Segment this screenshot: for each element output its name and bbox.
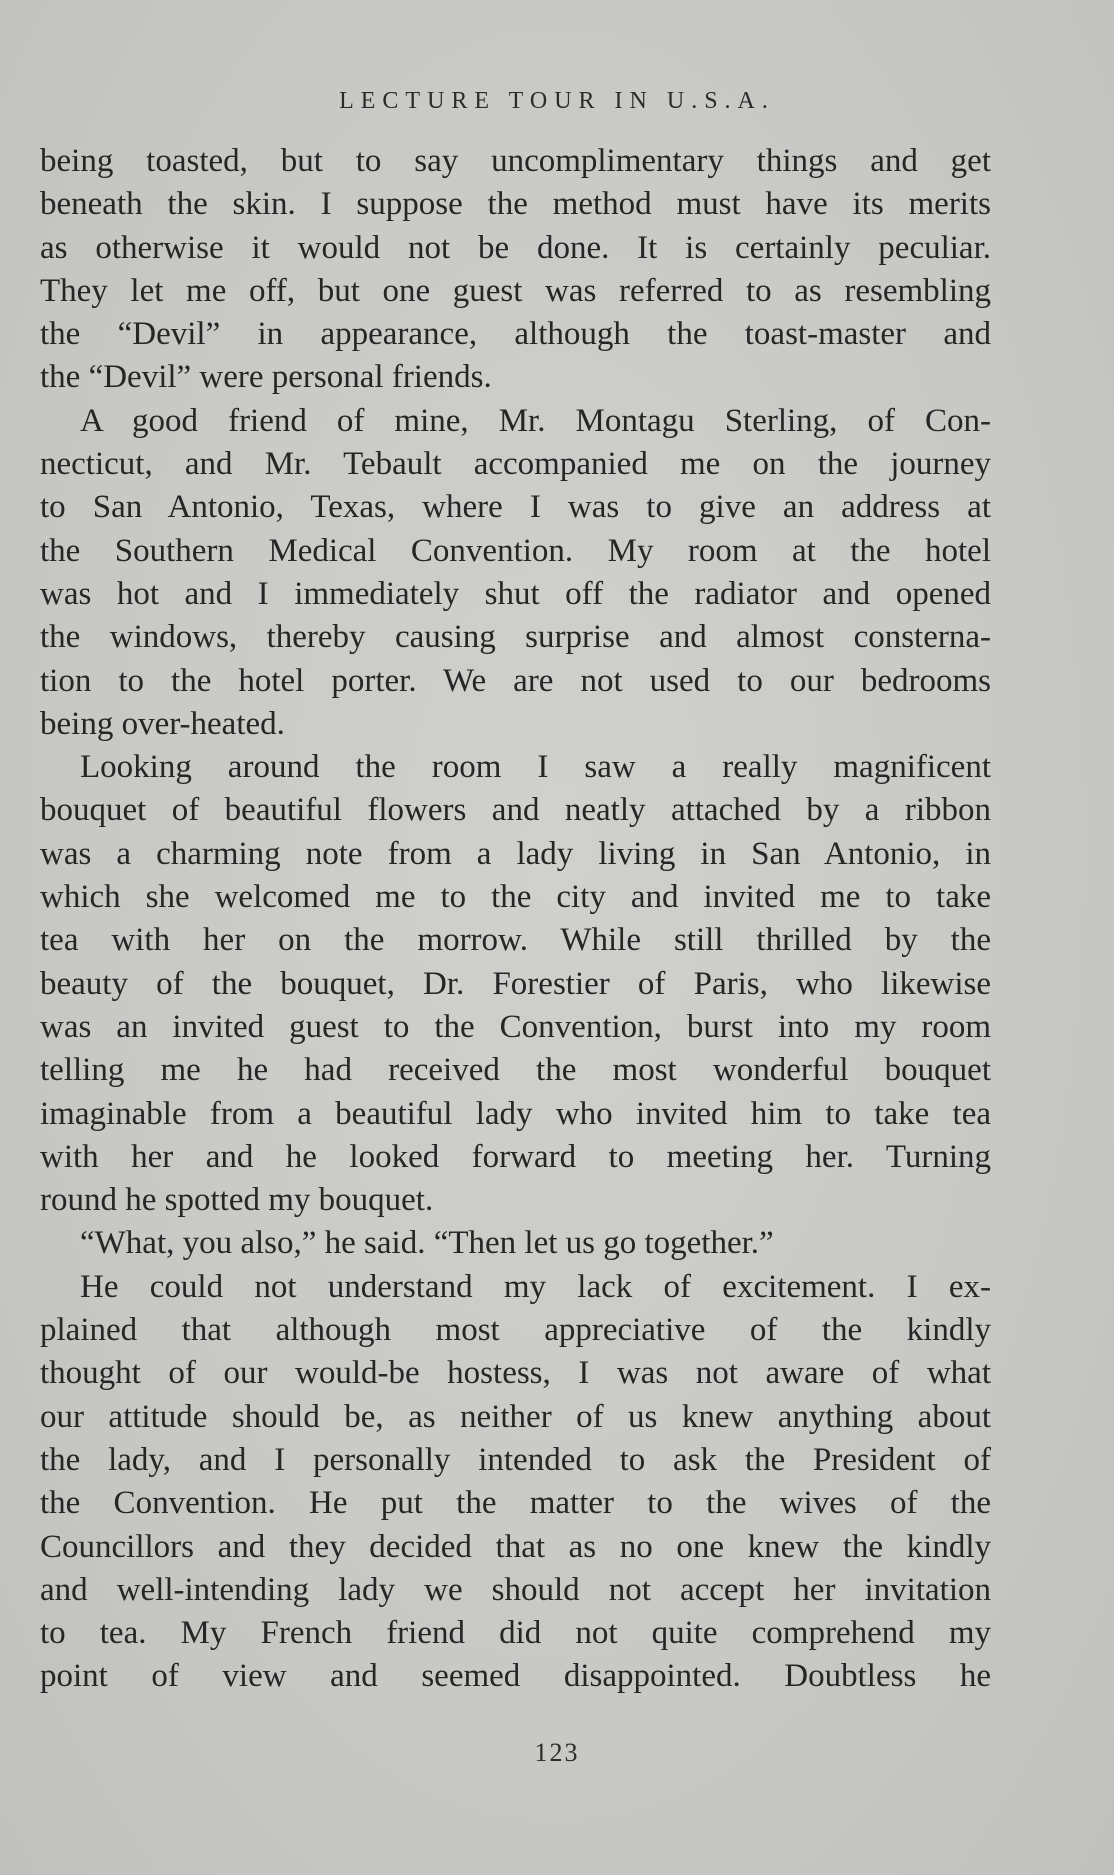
text-line: our attitude should be, as neither of us knew anything about (40, 1398, 991, 1435)
text-line: “What, you also,” he said. “Then let us go together.” (80, 1225, 774, 1262)
text-line: being toasted, but to say uncomplimentary things and get (40, 143, 991, 179)
text-line: the “Devil” were personal friends. (40, 359, 492, 396)
text-line: necticut, and Mr. Tebault accompanied me on the journey (40, 446, 991, 483)
text-line: He could not understand my lack of excitement. I ex- (80, 1268, 991, 1305)
body-text (40, 140, 991, 1699)
text-line: Looking around the room I saw a really magnificent (80, 749, 991, 786)
text-line: point of view and seemed disappointed. Doubtless he (40, 1658, 991, 1695)
text-line: the Southern Medical Convention. My room at the hotel (40, 532, 991, 569)
text-line: beauty of the bouquet, Dr. Forestier of Paris, who likewise (40, 965, 991, 1002)
text-line: plained that although most appreciative of the kindly (40, 1312, 991, 1349)
text-line: and well-intending lady we should not accept her invitation (40, 1571, 991, 1608)
text-line: imaginable from a beautiful lady who invited him to take tea (40, 1095, 991, 1132)
text-line: telling me he had received the most wonderful bouquet (40, 1052, 991, 1089)
text-line: with her and he looked forward to meeting her. Turning (40, 1138, 991, 1175)
text-line: was a charming note from a lady living in San Antonio, in (40, 835, 991, 872)
text-line: was an invited guest to the Convention, burst into my room (40, 1008, 991, 1045)
text-line: tion to the hotel porter. We are not used to our bedrooms (40, 662, 991, 699)
text-line: the “Devil” in appearance, although the toast-master and (40, 316, 991, 353)
text-line: the windows, thereby causing surprise and almost consterna- (40, 619, 991, 656)
text-line: the lady, and I personally intended to ask the President of (40, 1441, 991, 1478)
text-line: round he spotted my bouquet. (40, 1182, 434, 1219)
text-line: A good friend of mine, Mr. Montagu Sterling, of Con- (80, 402, 991, 439)
text-line: thought of our would-be hostess, I was not aware of what (40, 1355, 991, 1392)
text-line: to tea. My French friend did not quite comprehend my (40, 1615, 991, 1652)
text-line: tea with her on the morrow. While still thrilled by the (40, 922, 991, 959)
text-line: as otherwise it would not be done. It is certainly peculiar. (40, 229, 991, 266)
text-line: which she welcomed me to the city and invited me to take (40, 879, 991, 916)
page-number: 123 (534, 1738, 580, 1767)
text-line: was hot and I immediately shut off the radiator and opened (40, 575, 991, 612)
text-line: They let me off, but one guest was referred to as resembling (40, 272, 991, 309)
text-line: bouquet of beautiful flowers and neatly attached by a ribbon (40, 792, 991, 829)
text-line: beneath the skin. I suppose the method must have its merits (40, 186, 991, 223)
text-line: the Convention. He put the matter to the wives of the (40, 1485, 991, 1522)
text-line: to San Antonio, Texas, where I was to give an address at (40, 489, 991, 526)
running-head: LECTURE TOUR IN U.S.A. (339, 88, 775, 114)
text-line: Councillors and they decided that as no one knew the kindly (40, 1528, 991, 1565)
text-line: being over-heated. (40, 705, 285, 742)
